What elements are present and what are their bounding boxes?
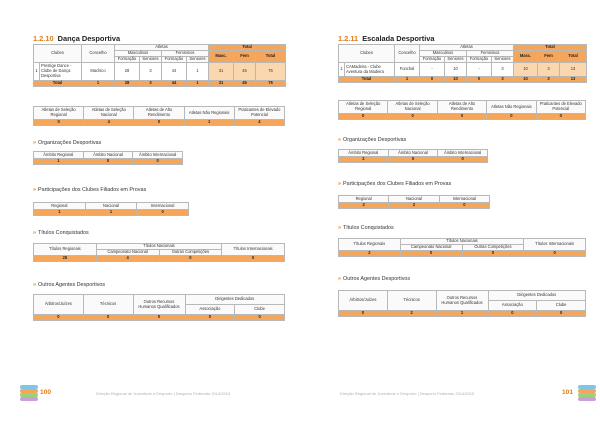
- header-formacao-m: Formação: [420, 57, 445, 63]
- cell-value: 31: [209, 63, 234, 81]
- header-masculinos: Masculinos: [115, 51, 162, 57]
- header-titulos-internacionais: Títulos Internacionais: [222, 244, 285, 256]
- cell-value: 2: [389, 203, 439, 209]
- header-selecao-nacional: Atletas de Seleção Nacional: [388, 101, 437, 114]
- right-page: [300, 0, 600, 424]
- cell-value: 45: [234, 63, 256, 81]
- cell-value: 3: [492, 77, 514, 83]
- subsection-title: [338, 137, 406, 143]
- header-clubes: Clubes: [34, 45, 82, 63]
- section-title: [33, 34, 120, 43]
- club-name: CAMadeira - Clube Aventura da Madeira: [345, 63, 395, 77]
- cell-value: 0: [487, 114, 536, 120]
- header-campeonato-nacional: Campeonato Nacional: [96, 250, 159, 256]
- chevron-icon: »: [33, 187, 36, 193]
- row-index: 1: [339, 63, 345, 77]
- table-row: [339, 251, 586, 257]
- header-arbitros: Árbitros/Juízes: [34, 295, 84, 315]
- cell-value: 0: [420, 77, 445, 83]
- subsection-title-text: Participações dos Clubes Filiados em Provas: [343, 181, 452, 187]
- header-regional: Regional: [34, 203, 86, 210]
- cell-value: 44: [162, 81, 187, 87]
- subsection-title-text: Títulos Conquistados: [343, 225, 394, 231]
- cell-value: 0: [437, 114, 486, 120]
- cell-value: 0: [524, 251, 586, 257]
- header-ambito-nacional: Âmbito Nacional: [83, 152, 133, 159]
- cell-value: 76: [256, 81, 286, 87]
- row-index: 1: [34, 63, 40, 81]
- cell-value: 3: [538, 63, 560, 77]
- chevron-icon: »: [33, 140, 36, 146]
- cell-value: 0: [137, 210, 189, 216]
- header-nacional: Nacional: [85, 203, 137, 210]
- header-seniores-m: Seniores: [445, 57, 467, 63]
- cell-value: 0: [34, 120, 84, 126]
- header-masculinos: Masculinos: [420, 51, 467, 57]
- header-formacao-f: Formação: [162, 57, 187, 63]
- table-row: [34, 159, 183, 165]
- header-outras-competicoes: Outras Competições: [462, 245, 524, 251]
- cell-value: 45: [234, 81, 256, 87]
- cell-value: 25: [34, 256, 97, 262]
- table-row: [34, 315, 285, 321]
- cell-value: 13: [560, 77, 587, 83]
- table-row: [339, 63, 587, 77]
- header-tecnicos: Técnicos: [387, 291, 436, 311]
- club-name: Prestige Dance - Clube de Dança Desportiva: [40, 63, 82, 81]
- cell-value: 3: [492, 63, 514, 77]
- header-nacional: Nacional: [389, 196, 439, 203]
- cell-value: 1: [34, 159, 84, 165]
- cell-value: 0: [462, 251, 524, 257]
- subsection-title: [33, 282, 105, 288]
- cell-value: 2: [387, 311, 436, 317]
- header-formacao-m: Formação: [115, 57, 140, 63]
- header-atletas: Atletas: [115, 45, 209, 51]
- header-femininos: Femininos: [467, 51, 514, 57]
- header-tecnicos: Técnicos: [83, 295, 133, 315]
- header-concelho: Concelho: [82, 45, 115, 63]
- header-elevado-potencial: Praticantes de Elevado Potencial: [536, 101, 585, 114]
- cell-value: 4: [84, 120, 134, 126]
- cell-value: 0: [235, 315, 285, 321]
- header-titulos-internacionais: Títulos Internacionais: [524, 239, 586, 251]
- header-outros-recursos: Outros Recursos Humanos Qualificados: [133, 295, 185, 315]
- cell-value: 0: [34, 315, 84, 321]
- header-outros-recursos: Outros Recursos Humanos Qualificados: [436, 291, 488, 311]
- header-titulos-regionais: Títulos Regionais: [34, 244, 97, 256]
- cell-value: 0: [439, 203, 489, 209]
- header-ambito-internacional: Âmbito Internacional: [133, 152, 183, 159]
- total-row: [34, 81, 286, 87]
- subsection-title-text: Títulos Conquistados: [38, 230, 89, 236]
- subsection-title-text: Outros Agentes Desportivos: [38, 282, 106, 288]
- header-fem: Fem: [234, 51, 256, 63]
- cell-value: 10: [514, 77, 538, 83]
- cell-value: 2: [339, 157, 389, 163]
- header-ambito-regional: Âmbito Regional: [339, 150, 389, 157]
- header-masc: Masc.: [209, 51, 234, 63]
- cell-value: 1: [184, 120, 234, 126]
- header-internacional: Internacional: [439, 196, 489, 203]
- table-row: [34, 63, 286, 81]
- cell-value: 28: [115, 63, 140, 81]
- header-selecao-regional: Atletas de Seleção Regional: [34, 107, 84, 120]
- subsection-title: [33, 187, 146, 193]
- cell-value: 10: [514, 63, 538, 77]
- cell-value: 0: [83, 315, 133, 321]
- total-label: Total: [34, 81, 82, 87]
- header-ambito-nacional: Âmbito Nacional: [388, 150, 438, 157]
- header-associacao: Associação: [185, 305, 235, 315]
- organizations-table: [33, 151, 183, 165]
- cell-value: 0: [134, 120, 184, 126]
- cell-value: 31: [209, 81, 234, 87]
- chevron-icon: »: [338, 276, 341, 282]
- chevron-icon: »: [33, 230, 36, 236]
- header-associacao: Associação: [488, 301, 537, 311]
- subsection-title: [338, 181, 451, 187]
- header-clube: Clube: [235, 305, 285, 315]
- header-femininos: Femininos: [162, 51, 209, 57]
- header-selecao-regional: Atletas de Seleção Regional: [339, 101, 388, 114]
- cell-value: 0: [467, 77, 492, 83]
- table-row: [34, 210, 189, 216]
- cell-value: 0: [537, 311, 586, 317]
- cell-value: 0: [83, 159, 133, 165]
- cell-value: -: [420, 63, 445, 77]
- agents-table: [33, 294, 285, 321]
- cell-value: 3: [140, 63, 162, 81]
- cell-value: 0: [400, 251, 462, 257]
- cell-value: 28: [115, 81, 140, 87]
- cell-value: 1: [395, 77, 420, 83]
- subsection-title-text: Participações dos Clubes Filiados em Provas: [38, 187, 147, 193]
- cell-value: 2: [339, 203, 389, 209]
- header-nao-regionais: Atletas Não Regionais: [184, 107, 234, 120]
- header-elevado-potencial: Praticantes de Elevado Potencial: [234, 107, 284, 120]
- header-selecao-nacional: Atletas de Seleção Nacional: [84, 107, 134, 120]
- section-title-text: Dança Desportiva: [57, 34, 121, 43]
- header-total: Total: [514, 45, 587, 51]
- cell-value: 0: [133, 315, 185, 321]
- participations-table: [338, 195, 490, 209]
- page-number: 101: [562, 389, 574, 396]
- chevron-icon: »: [338, 137, 341, 143]
- titles-table: [338, 238, 586, 257]
- club-concelho: Machico: [82, 63, 115, 81]
- cell-value: 76: [256, 63, 286, 81]
- cell-value: 3: [140, 81, 162, 87]
- cell-value: 1: [187, 81, 209, 87]
- header-nao-regionais: Atletas Não Regionais: [487, 101, 536, 114]
- cell-value: 0: [185, 315, 235, 321]
- cell-value: 0: [388, 157, 438, 163]
- cell-value: 0: [159, 256, 222, 262]
- cell-value: 1: [187, 63, 209, 81]
- footer-text: Direção Regional de Juventude e Desporto | Desporto Federado 2014/2015: [340, 391, 475, 396]
- header-ambito-internacional: Âmbito Internacional: [438, 150, 488, 157]
- subsection-title-text: Outros Agentes Desportivos: [343, 276, 411, 282]
- total-label: Total: [339, 77, 395, 83]
- header-total: Total: [209, 45, 286, 51]
- header-atletas: Atletas: [420, 45, 514, 51]
- header-clube: Clube: [537, 301, 586, 311]
- header-seniores-m: Seniores: [140, 57, 162, 63]
- clubs-table: [33, 44, 286, 87]
- cell-value: 44: [162, 63, 187, 81]
- cell-value: 1: [34, 210, 86, 216]
- subsection-title-text: Organizações Desportivas: [38, 140, 102, 146]
- page-number: 100: [40, 389, 52, 396]
- chevron-icon: »: [338, 225, 341, 231]
- section-title-text: Escalada Desportiva: [362, 34, 435, 43]
- header-concelho: Concelho: [395, 45, 420, 63]
- decorative-stripes-icon: [20, 385, 38, 401]
- table-row: [34, 120, 285, 126]
- header-titulos-regionais: Títulos Regionais: [339, 239, 401, 251]
- header-campeonato-nacional: Campeonato Nacional: [400, 245, 462, 251]
- header-regional: Regional: [339, 196, 389, 203]
- agents-table: [338, 290, 586, 317]
- cell-value: 13: [560, 63, 587, 77]
- header-formacao-f: Formação: [467, 57, 492, 63]
- table-row: [339, 114, 586, 120]
- section-number: 1.2.11: [338, 34, 359, 43]
- subsection-title: [338, 276, 410, 282]
- cell-value: 10: [445, 63, 467, 77]
- cell-value: 4: [234, 120, 284, 126]
- header-dirigentes: Dirigentes Dedicados: [185, 295, 285, 305]
- table-row: [34, 256, 285, 262]
- header-seniores-f: Seniores: [187, 57, 209, 63]
- organizations-table: [338, 149, 488, 163]
- header-titulos-nacionais: Títulos Nacionais: [400, 239, 524, 245]
- athletes-table: [338, 100, 586, 120]
- subsection-title-text: Organizações Desportivas: [343, 137, 407, 143]
- total-row: [339, 77, 587, 83]
- header-masc: Masc.: [514, 51, 538, 63]
- header-tot: Total: [560, 51, 587, 63]
- subsection-title: [33, 230, 89, 236]
- clubs-table: [338, 44, 587, 83]
- cell-value: 3: [538, 77, 560, 83]
- cell-value: 0: [536, 114, 585, 120]
- table-row: [339, 157, 488, 163]
- cell-value: 0: [133, 159, 183, 165]
- cell-value: 2: [339, 251, 401, 257]
- chevron-icon: »: [33, 282, 36, 288]
- cell-value: 1: [85, 210, 137, 216]
- participations-table: [33, 202, 189, 216]
- header-seniores-f: Seniores: [492, 57, 514, 63]
- cell-value: 10: [445, 77, 467, 83]
- section-title: [338, 34, 435, 43]
- header-tot: Total: [256, 51, 286, 63]
- cell-value: 0: [438, 157, 488, 163]
- header-titulos-nacionais: Títulos Nacionais: [96, 244, 222, 250]
- table-row: [339, 203, 490, 209]
- header-dirigentes: Dirigentes Dedicados: [488, 291, 586, 301]
- cell-value: 4: [96, 256, 159, 262]
- cell-value: 0: [488, 311, 537, 317]
- cell-value: -: [467, 63, 492, 77]
- header-internacional: Internacional: [137, 203, 189, 210]
- header-alto-rendimento: Atletas de Alto Rendimento: [437, 101, 486, 114]
- header-clubes: Clubes: [339, 45, 395, 63]
- header-ambito-regional: Âmbito Regional: [34, 152, 84, 159]
- header-fem: Fem: [538, 51, 560, 63]
- club-concelho: Funchal: [395, 63, 420, 77]
- header-outras-competicoes: Outras Competições: [159, 250, 222, 256]
- cell-value: 0: [388, 114, 437, 120]
- subsection-title: [33, 140, 101, 146]
- titles-table: [33, 243, 285, 262]
- cell-value: 1: [436, 311, 488, 317]
- footer-text: Direção Regional de Juventude e Desporto | Desporto Federado 2014/2015: [96, 391, 231, 396]
- cell-value: 0: [339, 114, 388, 120]
- chevron-icon: »: [338, 181, 341, 187]
- athletes-table: [33, 106, 285, 126]
- cell-value: 0: [222, 256, 285, 262]
- decorative-stripes-icon: [578, 385, 596, 401]
- header-arbitros: Árbitros/Juízes: [339, 291, 388, 311]
- cell-value: 1: [82, 81, 115, 87]
- subsection-title: [338, 225, 394, 231]
- section-number: 1.2.10: [33, 34, 54, 43]
- table-row: [339, 311, 586, 317]
- header-alto-rendimento: Atletas de Alto Rendimento: [134, 107, 184, 120]
- cell-value: 0: [339, 311, 388, 317]
